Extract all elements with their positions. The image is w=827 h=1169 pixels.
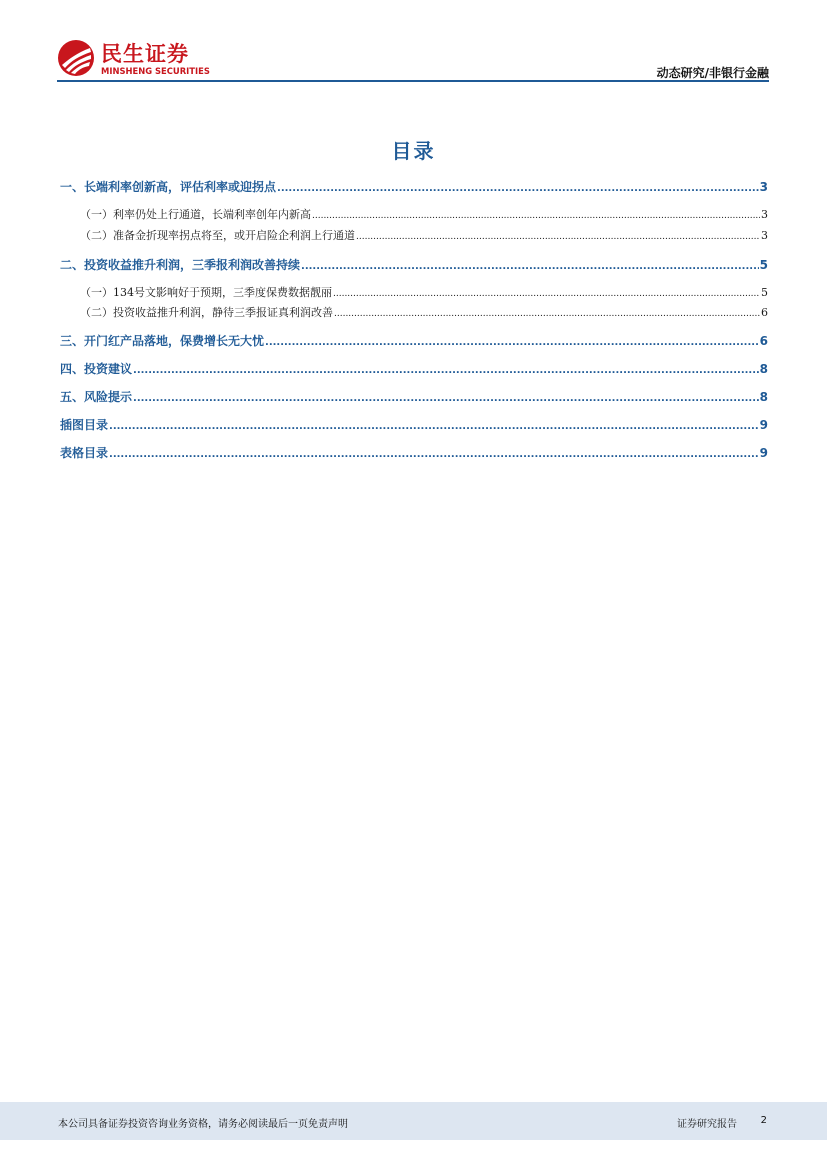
toc-entry-subsection[interactable] — [60, 227, 768, 247]
report-category: 动态研究/非银行金融 — [656, 66, 769, 80]
logo-english-name: MINSHENG SECURITIES — [101, 66, 210, 76]
toc-entry-section[interactable] — [60, 178, 768, 198]
toc-entry-page: 5 — [761, 286, 768, 299]
toc-entry-subsection[interactable] — [60, 284, 768, 304]
toc-entry-label: 一、长端利率创新高，评估利率或迎拐点 — [60, 180, 277, 194]
toc-entry-subsection[interactable] — [60, 304, 768, 324]
minsheng-logo — [57, 37, 217, 79]
toc-entry-label: （一）利率仍处上行通道，长端利率创年内新高 — [80, 208, 311, 221]
toc-entry-page: 8 — [759, 362, 768, 376]
toc-dot-leader — [109, 418, 759, 432]
toc-entry-label: 四、投资建议 — [60, 362, 133, 376]
page-footer — [0, 1102, 827, 1140]
toc-title: 目录 — [391, 139, 436, 163]
toc-entry-section[interactable] — [60, 256, 768, 276]
toc-entry-label: 三、开门红产品落地，保费增长无大忧 — [60, 334, 265, 348]
toc-dot-leader — [133, 362, 759, 376]
toc-entry-section[interactable] — [60, 360, 768, 380]
toc-entry-page: 8 — [759, 390, 768, 404]
toc-entry-page: 5 — [759, 258, 768, 272]
toc-entry-page: 3 — [761, 208, 768, 221]
toc-dot-leader — [133, 390, 759, 404]
page-number: 2 — [760, 1115, 767, 1126]
minsheng-logo-icon — [57, 39, 95, 77]
toc-entry-section[interactable] — [60, 388, 768, 408]
toc-entry-page: 9 — [759, 418, 768, 432]
footer-disclaimer: 本公司具备证券投资咨询业务资格，请务必阅读最后一页免责声明 — [58, 1119, 348, 1130]
toc-entry-section[interactable] — [60, 332, 768, 352]
toc-entry-label: 表格目录 — [60, 446, 109, 460]
toc-entry-subsection[interactable] — [60, 206, 768, 226]
toc-entry-label: （二）准备金折现率拐点将至，或开启险企利润上行通道 — [80, 229, 355, 242]
footer-doc-type: 证券研究报告 — [677, 1119, 737, 1130]
toc-entry-page: 9 — [759, 446, 768, 460]
toc-dot-leader — [301, 258, 759, 272]
toc-dot-leader — [277, 180, 759, 194]
toc-dot-leader — [265, 334, 759, 348]
page-header — [0, 0, 827, 82]
toc-dot-leader — [109, 446, 759, 460]
toc-entry-page: 3 — [759, 180, 768, 194]
toc-entry-page: 6 — [759, 334, 768, 348]
toc-entry-label: 插图目录 — [60, 418, 109, 432]
toc-dot-leader — [356, 229, 760, 242]
toc-dot-leader — [334, 306, 760, 319]
logo-chinese-name: 民生证券 — [101, 42, 189, 66]
toc-dot-leader — [312, 208, 760, 221]
toc-entry-section[interactable] — [60, 416, 768, 436]
toc-entry-page: 3 — [761, 229, 768, 242]
toc-entry-label: 二、投资收益推升利润，三季报利润改善持续 — [60, 258, 301, 272]
toc-entry-label: 五、风险提示 — [60, 390, 133, 404]
toc-entry-page: 6 — [761, 306, 768, 319]
toc-entry-section[interactable] — [60, 444, 768, 464]
toc-entry-label: （二）投资收益推升利润，静待三季报证真利润改善 — [80, 306, 333, 319]
header-divider — [57, 80, 769, 82]
toc-dot-leader — [333, 286, 760, 299]
toc-entry-label: （一）134号文影响好于预期，三季度保费数据靓丽 — [80, 286, 332, 299]
